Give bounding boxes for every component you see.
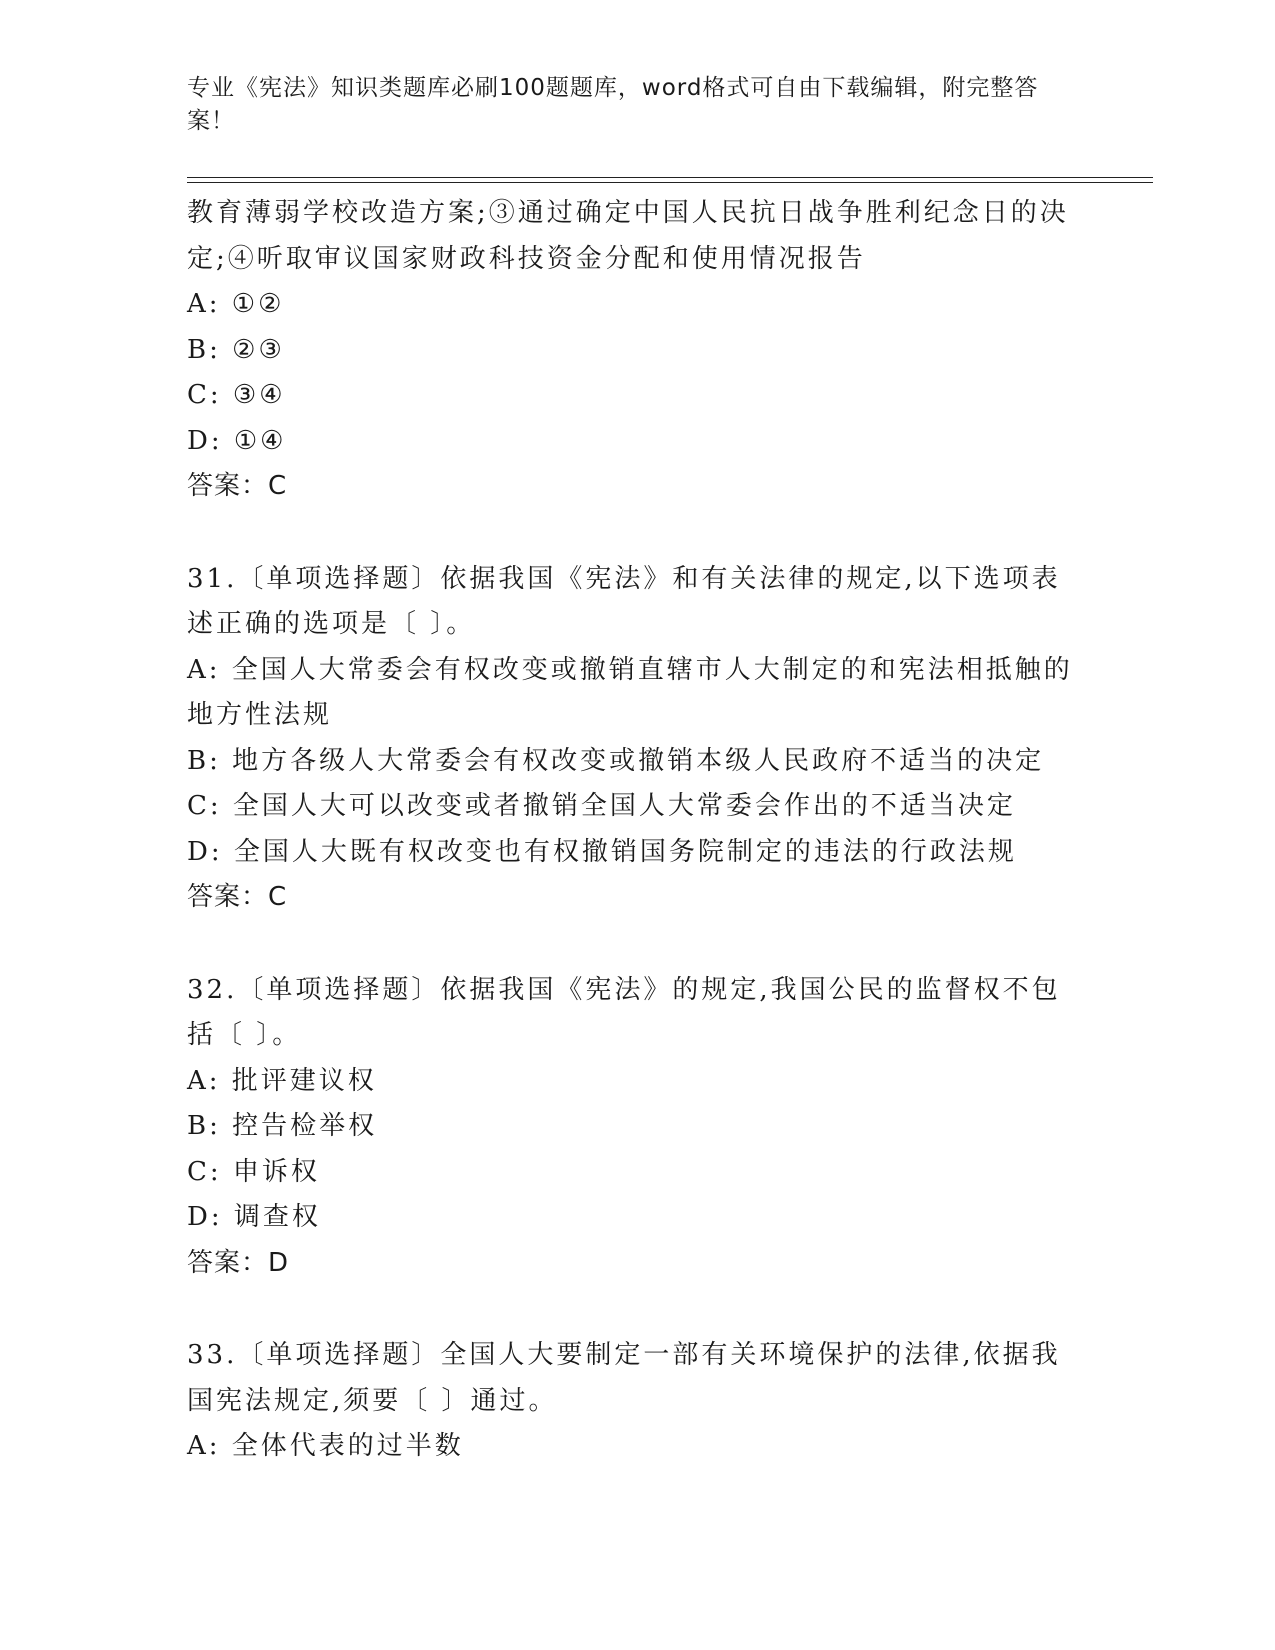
document-header: [187, 72, 1067, 138]
header-rule-bottom: [187, 182, 1153, 183]
question-stem-line: 教育薄弱学校改造方案;③通过确定中国人民抗日战争胜利纪念日的决: [187, 198, 1069, 228]
answer-line: 答案：C: [187, 882, 288, 912]
option-d: D: 调查权: [187, 1202, 321, 1232]
option-c: C: 申诉权: [187, 1156, 320, 1187]
option-c: C: 全国人大可以改变或者撤销全国人大常委会作出的不适当决定: [187, 791, 1016, 821]
header-rule-top: [187, 177, 1153, 178]
question-content: [187, 191, 1077, 1470]
question-stem-line: 述正确的选项是〔 〕。: [187, 609, 476, 639]
option-d: D: ①④: [187, 425, 287, 456]
header-line-1: 专业《宪法》知识类题库必刷100题题库，word格式可自由下载编辑，附完整答: [187, 75, 1039, 101]
option-c: C: ③④: [187, 380, 286, 410]
question-stem-line: 国宪法规定,须要〔 〕通过。: [187, 1385, 558, 1416]
question-stem-line: 定;④听取审议国家财政科技资金分配和使用情况报告: [187, 243, 866, 274]
option-a: A: 全体代表的过半数: [187, 1431, 464, 1461]
question-stem-line: 33.〔单项选择题〕全国人大要制定一部有关环境保护的法律,依据我: [187, 1340, 1061, 1370]
question-block-continued: [187, 191, 1077, 510]
option-d: D: 全国人大既有权改变也有权撤销国务院制定的违法的行政法规: [187, 836, 1017, 867]
question-31: [187, 557, 1077, 921]
option-b: B: 地方各级人大常委会有权改变或撤销本级人民政府不适当的决定: [187, 745, 1045, 776]
question-stem-line: 括〔 〕。: [187, 1020, 302, 1050]
option-a: A: ①②: [187, 289, 285, 319]
question-33: [187, 1333, 1077, 1470]
question-stem-line: 31.〔单项选择题〕依据我国《宪法》和有关法律的规定,以下选项表: [187, 563, 1061, 594]
option-a-continued: 地方性法规: [187, 700, 333, 730]
option-a: A: 全国人大常委会有权改变或撤销直辖市人大制定的和宪法相抵触的: [187, 654, 1073, 685]
question-stem-line: 32.〔单项选择题〕依据我国《宪法》的规定,我国公民的监督权不包: [187, 974, 1061, 1005]
answer-line: 答案：D: [187, 1247, 290, 1278]
answer-line: 答案：C: [187, 471, 288, 501]
option-a: A: 批评建议权: [187, 1065, 377, 1096]
header-line-2: 案！: [187, 108, 235, 134]
question-32: [187, 968, 1077, 1287]
option-b: B: 控告检举权: [187, 1111, 378, 1141]
option-b: B: ②③: [187, 334, 285, 365]
